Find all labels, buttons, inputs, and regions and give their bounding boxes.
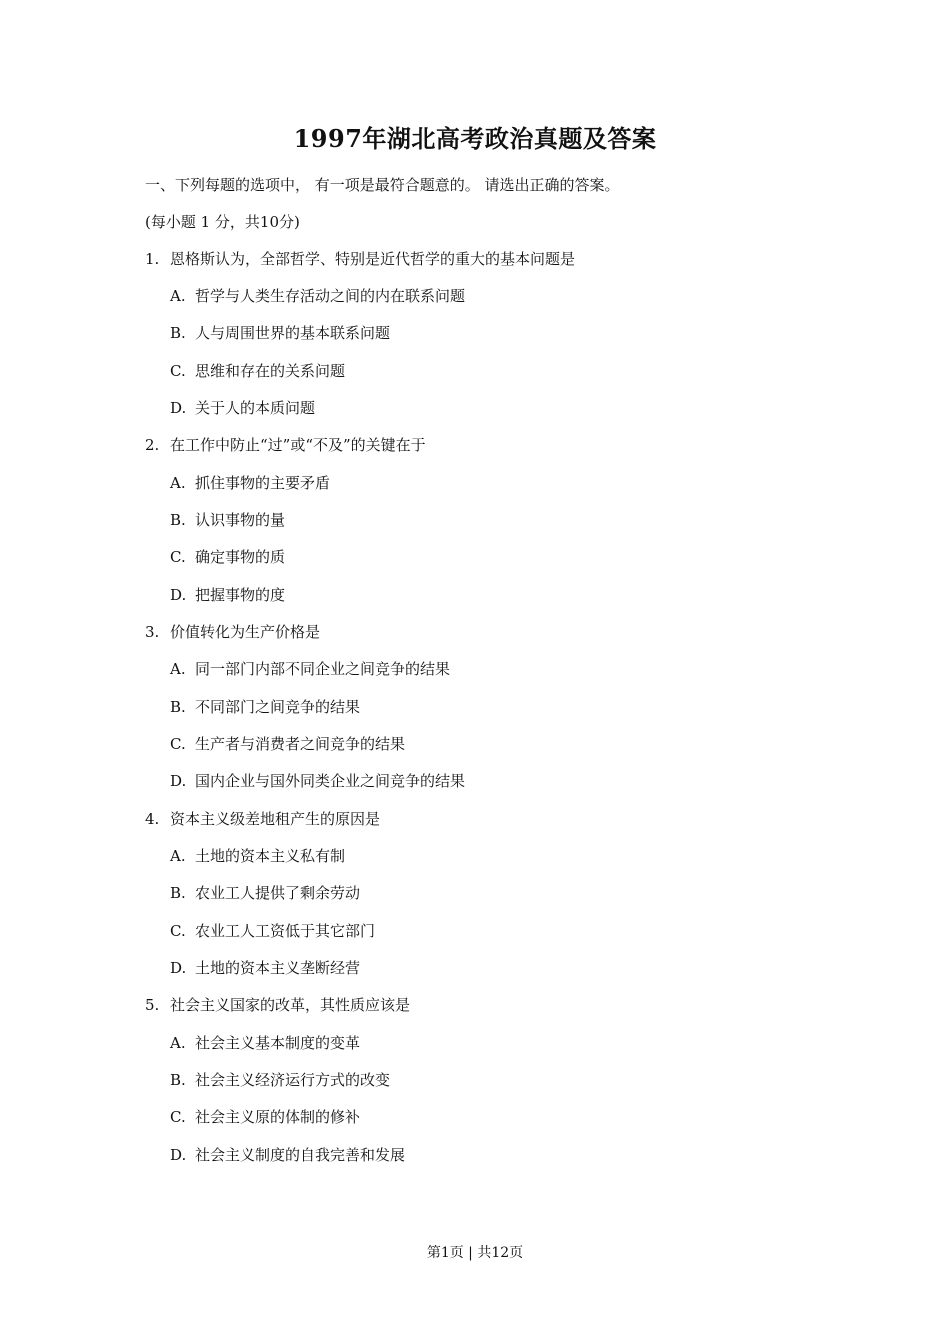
option-letter: B. <box>170 884 186 902</box>
option-text: 不同部门之间竞争的结果 <box>195 698 361 716</box>
question-3-option-c <box>170 733 405 755</box>
option-text: 农业工人工资低于其它部门 <box>195 922 376 940</box>
option-text: 国内企业与国外同类企业之间竞争的结果 <box>195 772 466 790</box>
question-3-option-a <box>170 658 450 680</box>
question-text: 社会主义国家的改革，其性质应该是 <box>170 996 411 1014</box>
question-2-option-b <box>170 509 285 531</box>
section-heading: 一、下列每题的选项中， 有一项是最符合题意的。 请选出正确的答案。 <box>145 176 620 194</box>
option-letter: B. <box>170 1071 186 1089</box>
option-text: 关于人的本质问题 <box>195 399 316 417</box>
option-letter: D. <box>170 959 187 977</box>
option-text: 土地的资本主义私有制 <box>195 847 346 865</box>
question-1-stem <box>145 248 575 270</box>
question-1-option-c <box>170 360 345 382</box>
option-text: 生产者与消费者之间竞争的结果 <box>195 735 406 753</box>
question-1-option-a <box>170 285 465 307</box>
option-letter: A. <box>170 660 186 678</box>
question-1-option-d <box>170 397 315 419</box>
option-text: 人与周围世界的基本联系问题 <box>195 324 391 342</box>
option-text: 把握事物的度 <box>195 586 286 604</box>
question-4-option-a <box>170 845 345 867</box>
question-text: 价值转化为生产价格是 <box>170 623 321 641</box>
option-text: 社会主义原的体制的修补 <box>195 1108 361 1126</box>
question-4-stem <box>145 808 380 830</box>
question-text: 资本主义级差地租产生的原因是 <box>170 810 381 828</box>
question-5-option-b <box>170 1069 390 1091</box>
question-text: 在工作中防止“过”或“不及”的关键在于 <box>170 436 426 454</box>
option-letter: C. <box>170 922 186 940</box>
option-letter: B. <box>170 698 186 716</box>
question-number: 2. <box>145 436 160 454</box>
question-3-stem <box>145 621 320 643</box>
option-text: 土地的资本主义垄断经营 <box>195 959 361 977</box>
question-1-option-b <box>170 322 390 344</box>
option-text: 抓住事物的主要矛盾 <box>195 474 331 492</box>
option-text: 农业工人提供了剩余劳动 <box>195 884 361 902</box>
question-number: 1. <box>145 250 160 268</box>
option-text: 确定事物的质 <box>195 548 286 566</box>
section-note: (每小题 1 分，共10分) <box>145 213 300 231</box>
question-number: 4. <box>145 810 160 828</box>
question-5-stem <box>145 994 410 1016</box>
question-4-option-b <box>170 882 360 904</box>
question-2-stem <box>145 434 426 456</box>
option-text: 思维和存在的关系问题 <box>195 362 346 380</box>
question-4-option-c <box>170 920 375 942</box>
question-number: 3. <box>145 623 160 641</box>
option-text: 认识事物的量 <box>195 511 286 529</box>
question-2-option-d <box>170 584 285 606</box>
option-letter: A. <box>170 287 186 305</box>
page-footer: 第1页 | 共12页 <box>426 1245 524 1261</box>
option-letter: C. <box>170 1108 186 1126</box>
question-5-option-a <box>170 1032 360 1054</box>
page-title: 1997年湖北高考政治真题及答案 <box>293 124 657 153</box>
option-letter: B. <box>170 511 186 529</box>
option-text: 社会主义制度的自我完善和发展 <box>195 1146 406 1164</box>
question-5-option-c <box>170 1106 360 1128</box>
option-letter: D. <box>170 586 187 604</box>
option-letter: D. <box>170 399 187 417</box>
option-letter: C. <box>170 735 186 753</box>
question-text: 恩格斯认为，全部哲学、特别是近代哲学的重大的基本问题是 <box>170 250 576 268</box>
question-5-option-d <box>170 1144 405 1166</box>
option-text: 同一部门内部不同企业之间竞争的结果 <box>195 660 451 678</box>
question-3-option-b <box>170 696 360 718</box>
option-letter: A. <box>170 1034 186 1052</box>
option-letter: B. <box>170 324 186 342</box>
question-3-option-d <box>170 770 465 792</box>
option-letter: A. <box>170 847 186 865</box>
option-text: 社会主义基本制度的变革 <box>195 1034 361 1052</box>
option-letter: D. <box>170 772 187 790</box>
option-letter: C. <box>170 548 186 566</box>
option-text: 社会主义经济运行方式的改变 <box>195 1071 391 1089</box>
question-2-option-a <box>170 472 330 494</box>
question-number: 5. <box>145 996 160 1014</box>
option-letter: C. <box>170 362 186 380</box>
question-4-option-d <box>170 957 360 979</box>
question-2-option-c <box>170 546 285 568</box>
option-letter: A. <box>170 474 186 492</box>
option-letter: D. <box>170 1146 187 1164</box>
option-text: 哲学与人类生存活动之间的内在联系问题 <box>195 287 466 305</box>
